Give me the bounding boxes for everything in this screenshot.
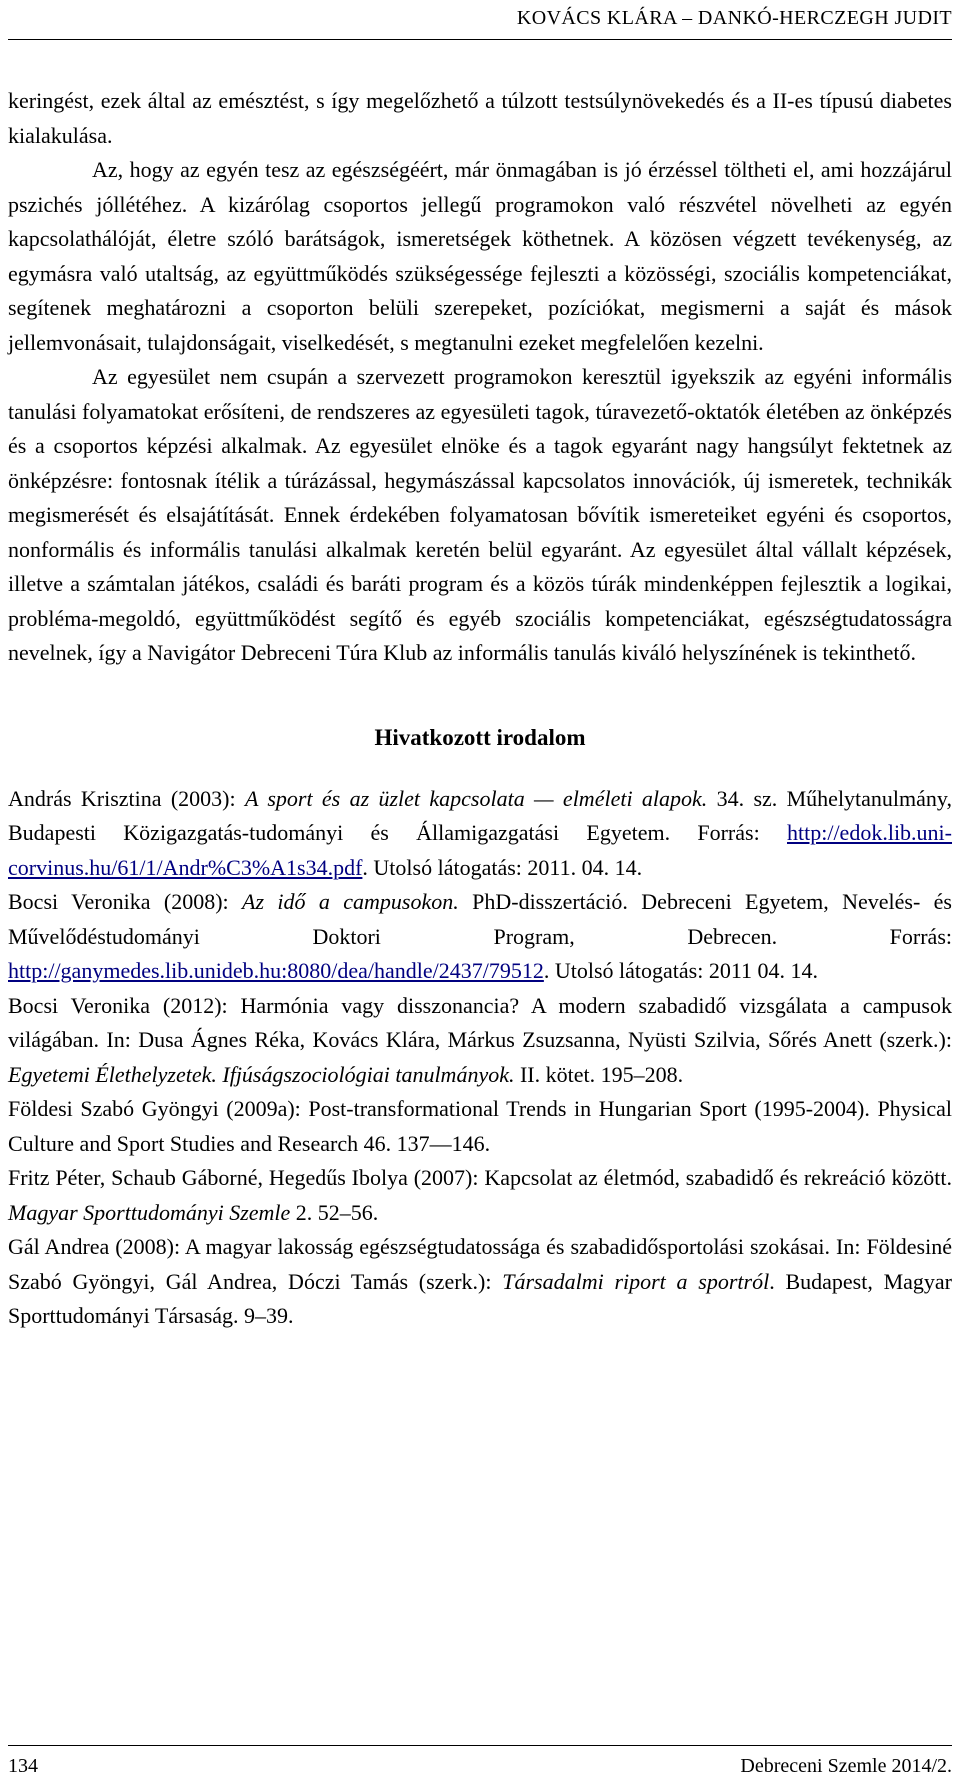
running-header (8, 0, 952, 40)
reference-item (8, 782, 952, 886)
ref-title: Egyetemi Élethelyzetek. Ifjúságszociológiai tanulmányok. (8, 1061, 515, 1087)
ref-author: Bocsi Veronika (2008): (8, 889, 243, 914)
page-number: 134 (8, 1755, 38, 1777)
page-content (8, 84, 952, 1334)
reference-item (8, 885, 952, 989)
page-footer (8, 1745, 952, 1777)
running-title: KOVÁCS KLÁRA – DANKÓ-HERCZEGH JUDIT (516, 7, 952, 29)
ref-author: András Krisztina (2003): (8, 785, 245, 811)
ref-title: Az idő a campusokon. (242, 889, 459, 914)
reference-item (8, 1230, 952, 1334)
ref-details: 2. 52–56. (290, 1199, 379, 1225)
ref-access: . Utolsó látogatás: 2011 04. 14. (543, 958, 819, 983)
ref-link[interactable]: http://ganymedes.lib.unideb.hu:8080/dea/handle/2437/79512 (8, 958, 544, 983)
paragraph-1: keringést, ezek által az emésztést, s így megelőzhető a túlzott testsúlynövekedés és a II-es típusú diabetes kialakulása. (8, 88, 952, 148)
paragraph-2: Az, hogy az egyén tesz az egészségéért, már önmagában is jó érzéssel töltheti el, ami hozzájárul pszichés jóllétéhez. A kizárólag csoportos jellegű programokon való részvétel növelheti az egyén kapcsolathálóját, életre szóló barátságok, ismeretségek köthetnek. A közösen végzett tevékenység, az egymásra való utaltság, az együttműködés szükségessége fejleszti a közösségi, szociális kompetenciákat, segítenek meghatározni a csoporton belüli szerepeket, pozíciókat, megismerni a saját és mások jellemvonásait, tulajdonságait, viselkedését, s megtanulni ezeket megfelelően kezelni. (8, 157, 952, 355)
ref-title: A sport és az üzlet kapcsolata — elméleti alapok. (244, 785, 708, 811)
ref-link[interactable]: http://edok.lib.uni-corvinus.hu/61/1/Andr%C3%A1s34.pdf (8, 820, 952, 880)
reference-item (8, 989, 952, 1093)
reference-list (8, 782, 952, 1334)
ref-author: Gál Andrea (2008): A magyar lakosság egészségtudatossága és szabadidősportolási szokásai. In: Földesiné Szabó Gyöngyi, Gál Andrea, Dóczi Tamás (szerk.): (8, 1234, 952, 1294)
ref-details: II. kötet. 195–208. (514, 1061, 684, 1087)
references-title: Hivatkozott irodalom (374, 724, 586, 750)
ref-title: Társadalmi riport a sportról (502, 1268, 770, 1294)
ref-details: . Budapest, Magyar Sporttudományi Társaság. 9–39. (8, 1268, 952, 1328)
ref-author: Földesi Szabó Gyöngyi (2009a): Post-transformational Trends in Hungarian Sport (1995-2004). Physical Culture and Sport Studies and Research 46. 137—146. (8, 1096, 952, 1156)
ref-access: . Utolsó látogatás: 2011. 04. 14. (362, 854, 643, 880)
reference-item (8, 1161, 952, 1230)
ref-title: Magyar Sporttudományi Szemle (8, 1199, 291, 1225)
paragraph-3: Az egyesület nem csupán a szervezett programokon keresztül igyekszik az egyéni informális tanulási folyamatokat erősíteni, de rendszeres az egyesületi tagok, túravezető-oktatók életében az önképzés és a csoportos képzési alkalmak. Az egyesület elnöke és a tagok egyaránt nagy hangsúlyt fektetnek az önképzésre: fontosnak ítélik a túrázással, hegymászással kapcsolatos innovációk, új ismeretek, technikák megismerését és elsajátítását. Ennek érdekében folyamatosan bővítik ismereteiket egyéni és csoportos, nonformális és informális tanulási alkalmak keretén belül egyaránt. Az egyesület által vállalt képzések, illetve a számtalan játékos, családi és baráti program és a közös túrák mindenképpen fejlesztik a logikai, probléma-megoldó, együttműködést segítő és egyéb szociális kompetenciákat, egészségtudatosságra nevelnek, így a Navigátor Debreceni Túra Klub az informális tanulás kiváló helyszínének is tekinthető. (8, 364, 952, 665)
ref-author: Fritz Péter, Schaub Gáborné, Hegedűs Ibolya (2007): Kapcsolat az életmód, szabadidő és rekreáció között. (8, 1165, 952, 1190)
ref-details: PhD-disszertáció. Debreceni Egyetem, Nevelés- és Művelődéstudományi Doktori Program, Debrecen. Forrás: (8, 889, 952, 949)
journal-name: Debreceni Szemle 2014/2. (740, 1755, 952, 1777)
ref-author: Bocsi Veronika (2012): Harmónia vagy disszonancia? A modern szabadidő vizsgálata a campusok világában. In: Dusa Ágnes Réka, Kovács Klára, Márkus Zsuzsanna, Nyüsti Szilvia, Sőrés Anett (szerk.): (8, 992, 952, 1052)
ref-details: 34. sz. Műhelytanulmány, Budapesti Közigazgatás-tudományi és Államigazgatási Egyetem. Forrás: (8, 785, 952, 845)
reference-item (8, 1092, 952, 1161)
